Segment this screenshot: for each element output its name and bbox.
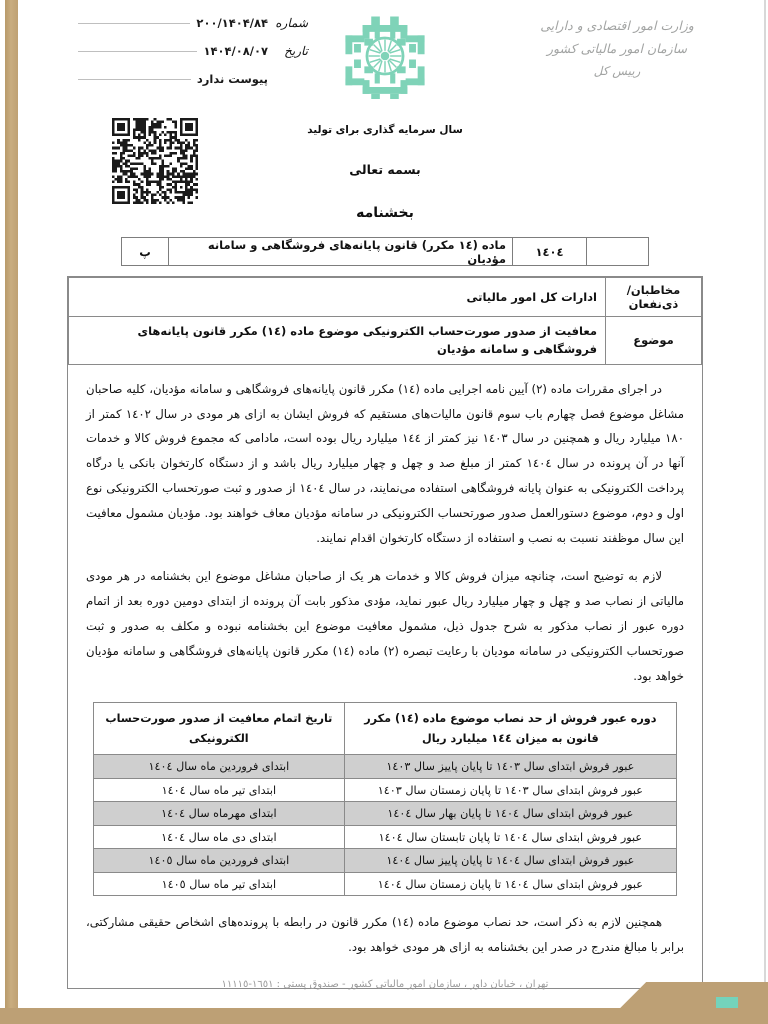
schedule-cell-period: عبور فروش ابتدای سال ١٤٠٤ تا پایان تابستان سال ١٤٠٤ (344, 825, 676, 849)
footer-address: تهران ، خیابان داور ، سازمان امور مالیاتی کشور - صندوق پستی : ١٦٥١-١١١١٥ (221, 979, 549, 990)
schedule-cell-period: عبور فروش ابتدای سال ١٤٠٤ تا پایان بهار سال ١٤٠٤ (344, 802, 676, 826)
invocation-text: بسمه تعالی (349, 162, 421, 177)
subject-label: موضوع (606, 317, 702, 365)
reference-number-label: شماره (275, 16, 308, 30)
ministry-name-line: وزارت امور اقتصادی و دارایی (540, 18, 694, 33)
organization-name-line: سازمان امور مالیاتی کشور (547, 41, 687, 57)
schedule-cell-period: عبور فروش ابتدای سال ١٤٠٤ تا پایان پاییز سال ١٤٠٤ (344, 849, 676, 873)
meta-row-audience (69, 278, 702, 317)
reference-row-date (78, 44, 308, 72)
schedule-cell-period: عبور فروش ابتدای سال ١٤٠٣ تا پایان پاییز سال ١٤٠٣ (344, 755, 676, 779)
schedule-cell-exemption-end: ابتدای تیر ماه سال ١٤٠٥ (94, 872, 345, 896)
schedule-table-row (94, 825, 677, 849)
document-sheet (20, 0, 750, 1024)
subject-value: معافیت از صدور صورت‌حساب الکترونیکی موضوع ماده (١٤) مکرر قانون پایانه‌های فروشگاهی و سامانه مؤدیان (69, 317, 606, 365)
classification-year-cell: ١٤٠٤ (512, 238, 586, 265)
schedule-table-body (94, 755, 677, 896)
schedule-header-exemption-end: تاریخ اتمام معافیت از صدور صورت‌حساب الکترونیکی (94, 703, 345, 755)
reference-rule (78, 79, 191, 80)
reference-rule (78, 51, 197, 52)
reference-row-number (78, 16, 308, 44)
schedule-cell-period: عبور فروش ابتدای سال ١٤٠٣ تا پایان زمستان سال ١٤٠٣ (344, 778, 676, 802)
schedule-cell-period: عبور فروش ابتدای سال ١٤٠٤ تا پایان زمستان سال ١٤٠٤ (344, 872, 676, 896)
year-slogan: سال سرمایه گذاری برای تولید (307, 124, 463, 136)
schedule-header-period: دوره عبور فروش از حد نصاب موضوع ماده (١٤) مکرر قانون به میزان ١٤٤ میلیارد ریال (344, 703, 676, 755)
document-body-content (68, 365, 702, 988)
classification-law-cell: ماده (١٤ مکرر) قانون پایانه‌های فروشگاهی و سامانه مؤدیان (168, 238, 512, 265)
paragraph-partnership-note: همچنین لازم به ذکر است، حد نصاب موضوع ماده (١٤) مکرر قانون در رابطه با پرونده‌های اشخاص حقیقی مشارکتی، برابر با مبالغ مندرج در صدر این بخشنامه به ازای هر مودی خواهد بود. (86, 915, 684, 955)
audience-label: مخاطبان/ذی‌نفعان (606, 278, 702, 317)
schedule-cell-exemption-end: ابتدای فروردین ماه سال ١٤٠٤ (94, 755, 345, 779)
classification-blank-cell (586, 238, 648, 265)
schedule-cell-exemption-end: ابتدای تیر ماه سال ١٤٠٤ (94, 778, 345, 802)
document-kind-title: بخشنامه (356, 205, 414, 221)
schedule-cell-exemption-end: ابتدای دی ماه سال ١٤٠٤ (94, 825, 345, 849)
document-header (20, 0, 750, 118)
audience-value: ادارات کل امور مالیاتی (69, 278, 606, 317)
page-right-edge-line (764, 0, 766, 1024)
reference-attachment-value: پیوست ندارد (196, 72, 268, 86)
schedule-cell-exemption-end: ابتدای مهرماه سال ١٤٠٤ (94, 802, 345, 826)
reference-rule (78, 23, 190, 24)
schedule-table-row (94, 778, 677, 802)
ministry-calligraphy-block (512, 14, 722, 82)
schedule-table-row (94, 755, 677, 779)
schedule-table-row (94, 872, 677, 896)
iranian-national-tax-administration-emblem (342, 12, 428, 100)
classification-strip (121, 237, 649, 266)
page-left-edge-stripe (5, 0, 18, 1018)
exemption-schedule-table (93, 702, 677, 896)
reference-number-value: ۲۰۰/۱۴۰۴/۸۴ (196, 16, 268, 30)
document-body-frame (67, 276, 703, 989)
paragraph-threshold-crossing: لازم به توضیح است، چنانچه میزان فروش کالا و خدمات هر یک از صاحبان مشاغل موضوع این بخشنامه در هر مودی مالیاتی از نصاب صد و چهل و چهار میلیارد ریال عبور نماید، مؤدی مذکور بابت آن پرونده از ابتدای دومین دوره بعد از اتمام دوره عبور از نصاب مذکور به شرح جدول ذیل، مشمول معافیت موضوع این بخشنامه نبوده و مکلف به صدور و ثبت صورتحساب الکترونیکی در سامانه مودیان با رعایت تبصره (۲) ماده (١٤) مکرر قانون پایانه‌های فروشگاهی و سامانه مؤدیان خواهد بود. (86, 569, 685, 683)
schedule-cell-exemption-end: ابتدای فروردین ماه سال ١٤٠٥ (94, 849, 345, 873)
paragraph-exemption-criteria: در اجرای مقررات ماده (۲) آیین نامه اجرایی ماده (١٤) مکرر قانون پایانه‌های فروشگاهی و سامانه مؤدیان، کلیه صاحبان مشاغل موضوع فصل چهارم باب سوم قانون مالیات‌های مستقیم که فروش ایشان به ازای هر مودی در سال ١٤٠٢ کمتر از ١٨٠ میلیارد ریال و همچنین در سال ١٤٠٣ نیز کمتر از ١٤٤ میلیارد ریال بوده است، مادامی که مجموع فروش کالا و خدمات آنها در آن پرونده در سال ١٤٠٤ کمتر از مبلغ صد و چهل و چهار میلیارد ریال باشد و از دستگاه کارتخوان بانکی یا درگاه پرداخت الکترونیکی به عنوان پایانه فروشگاهی استفاده می‌نمایند، در سال ١٤٠٤ از صدور و ثبت صورتحساب الکترونیکی نوع اول و دوم، موضوع دستورالعمل صدور صورتحساب الکترونیکی در سامانه مؤدیان معاف خواهند بود. مؤدیان مشمول معافیت این سال موظفند نسبت به نصب و استفاده از دستگاه کارتخوان اقدام نمایند. (86, 381, 685, 545)
schedule-header-row (94, 703, 677, 755)
document-verification-qr-code (112, 118, 198, 204)
schedule-table-row (94, 849, 677, 873)
signatory-title-line: رییس کل (593, 64, 641, 79)
meta-row-subject (69, 317, 702, 365)
reference-block (78, 16, 308, 100)
reference-date-value: ۱۴۰۴/۰۸/۰۷ (203, 44, 268, 58)
reference-date-label: تاریخ (284, 44, 308, 58)
document-meta-table (68, 277, 702, 365)
schedule-table-row (94, 802, 677, 826)
reference-row-attachment (78, 72, 308, 100)
teal-accent-square (716, 997, 738, 1008)
classification-code-cell: پ (139, 244, 151, 259)
